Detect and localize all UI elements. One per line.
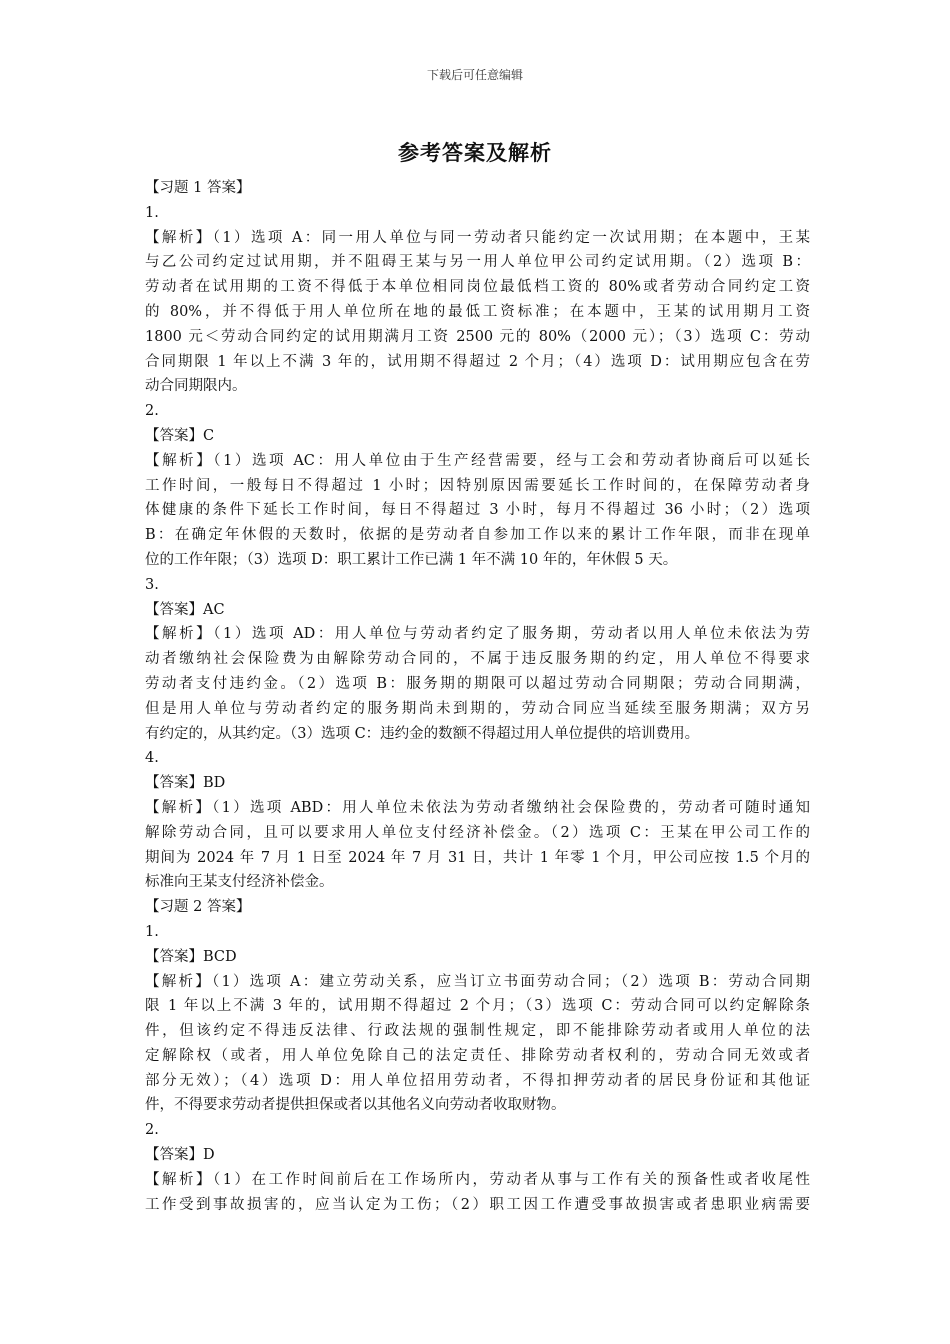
text-line: 合同期限 1 年以上不满 3 年的，试用期不得超过 2 个月；（4）选项 D：试用期应包含在劳 — [145, 353, 810, 370]
text-line: 部分无效）；（4）选项 D：用人单位招用劳动者，不得扣押劳动者的居民身份证和其他证 — [145, 1072, 810, 1089]
text-line: 动者缴纳社会保险费为由解除劳动合同的，不属于违反服务期的约定，用人单位不得要求 — [145, 651, 810, 668]
text-line: 【解析】（1）选项 ABD：用人单位未依法为劳动者缴纳社会保险费的，劳动者可随时通知 — [145, 799, 810, 816]
text-line: 劳动者在试用期的工资不得低于本单位相同岗位最低档工资的 80%或者劳动合同约定工资 — [145, 279, 810, 296]
text-line: 【解析】（1）选项 AD：用人单位与劳动者约定了服务期，劳动者以用人单位未依法为劳 — [145, 626, 810, 643]
text-line: 限 1 年以上不满 3 年的，试用期不得超过 2 个月；（3）选项 C：劳动合同可以约定解除条 — [145, 998, 810, 1015]
answer-content — [145, 176, 810, 1217]
text-line: 件，但该约定不得违反法律、行政法规的强制性规定，即不能排除劳动者或用人单位的法 — [145, 1023, 810, 1040]
text-line: 【解析】（1）在工作时间前后在工作场所内，劳动者从事与工作有关的预备性或者收尾性 — [145, 1171, 810, 1188]
text-line: 解除劳动合同，且可以要求用人单位支付经济补偿金。（2）选项 C：王某在甲公司工作的 — [145, 824, 810, 841]
text-line: 【答案】D — [145, 1147, 215, 1164]
text-line: 工作时间，一般每日不得超过 1 小时；因特别原因需要延长工作时间的，在保障劳动者身 — [145, 477, 810, 494]
text-line: 期间为 2024 年 7 月 1 日至 2024 年 7 月 31 日，共计 1 年零 1 个月，甲公司应按 1.5 个月的 — [145, 849, 810, 866]
text-line: 【答案】BCD — [145, 948, 237, 965]
text-line: 【习题 2 答案】 — [145, 899, 251, 916]
text-line: 定解除权（或者，用人单位免除自己的法定责任、排除劳动者权利的，劳动合同无效或者 — [145, 1047, 810, 1064]
text-line: 劳动者支付违约金。（2）选项 B：服务期的期限可以超过劳动合同期限；劳动合同期满， — [145, 675, 810, 692]
text-line: 件，不得要求劳动者提供担保或者以其他名义向劳动者收取财物。 — [145, 1097, 566, 1114]
text-line: 的 80%，并不得低于用人单位所在地的最低工资标准；在本题中，王某的试用期月工资 — [145, 303, 810, 320]
text-line: 3. — [145, 576, 159, 593]
text-line: 【解析】（1）选项 A：同一用人单位与同一劳动者只能约定一次试用期；在本题中，王某 — [145, 229, 810, 246]
text-line: 动合同期限内。 — [145, 378, 247, 395]
text-line: 有约定的，从其约定。（3）选项 C：违约金的数额不得超过用人单位提供的培训费用。 — [145, 725, 700, 742]
text-line: 【答案】BD — [145, 775, 226, 792]
text-line: 1. — [145, 923, 159, 940]
text-line: 2. — [145, 1122, 159, 1139]
text-line: 1800 元＜劳动合同约定的试用期满月工资 2500 元的 80%（2000 元）；（3）选项 C：劳动 — [145, 328, 810, 345]
page-title: 参考答案及解析 — [398, 140, 552, 165]
text-line: 【习题 1 答案】 — [145, 180, 251, 196]
text-line: 与乙公司约定过试用期，并不阻碍王某与另一用人单位甲公司约定试用期。（2）选项 B： — [145, 254, 810, 271]
text-line: 但是用人单位与劳动者约定的服务期尚未到期的，劳动合同应当延续至服务期满；双方另 — [145, 700, 810, 717]
text-line: 【解析】（1）选项 A：建立劳动关系，应当订立书面劳动合同；（2）选项 B：劳动合同期 — [145, 973, 810, 990]
text-line: 1. — [145, 204, 159, 221]
text-line: 体健康的条件下延长工作时间，每日不得超过 3 小时，每月不得超过 36 小时；（2）选项 — [145, 502, 810, 519]
text-line: B：在确定年休假的天数时，依据的是劳动者自参加工作以来的累计工作年限，而非在现单 — [145, 527, 810, 544]
text-line: 【答案】C — [145, 427, 215, 444]
text-line: 【答案】AC — [145, 601, 225, 618]
text-line: 【解析】（1）选项 AC：用人单位由于生产经营需要，经与工会和劳动者协商后可以延长 — [145, 452, 810, 469]
text-line: 工作受到事故损害的，应当认定为工伤；（2）职工因工作遭受事故损害或者患职业病需要 — [145, 1196, 810, 1213]
text-line: 位的工作年限；（3）选项 D：职工累计工作已满 1 年不满 10 年的，年休假 5 天。 — [145, 551, 678, 568]
header-note: 下载后可任意编辑 — [426, 68, 523, 82]
text-line: 2. — [145, 403, 159, 420]
text-line: 4. — [145, 750, 159, 767]
text-line: 标准向王某支付经济补偿金。 — [145, 874, 334, 891]
